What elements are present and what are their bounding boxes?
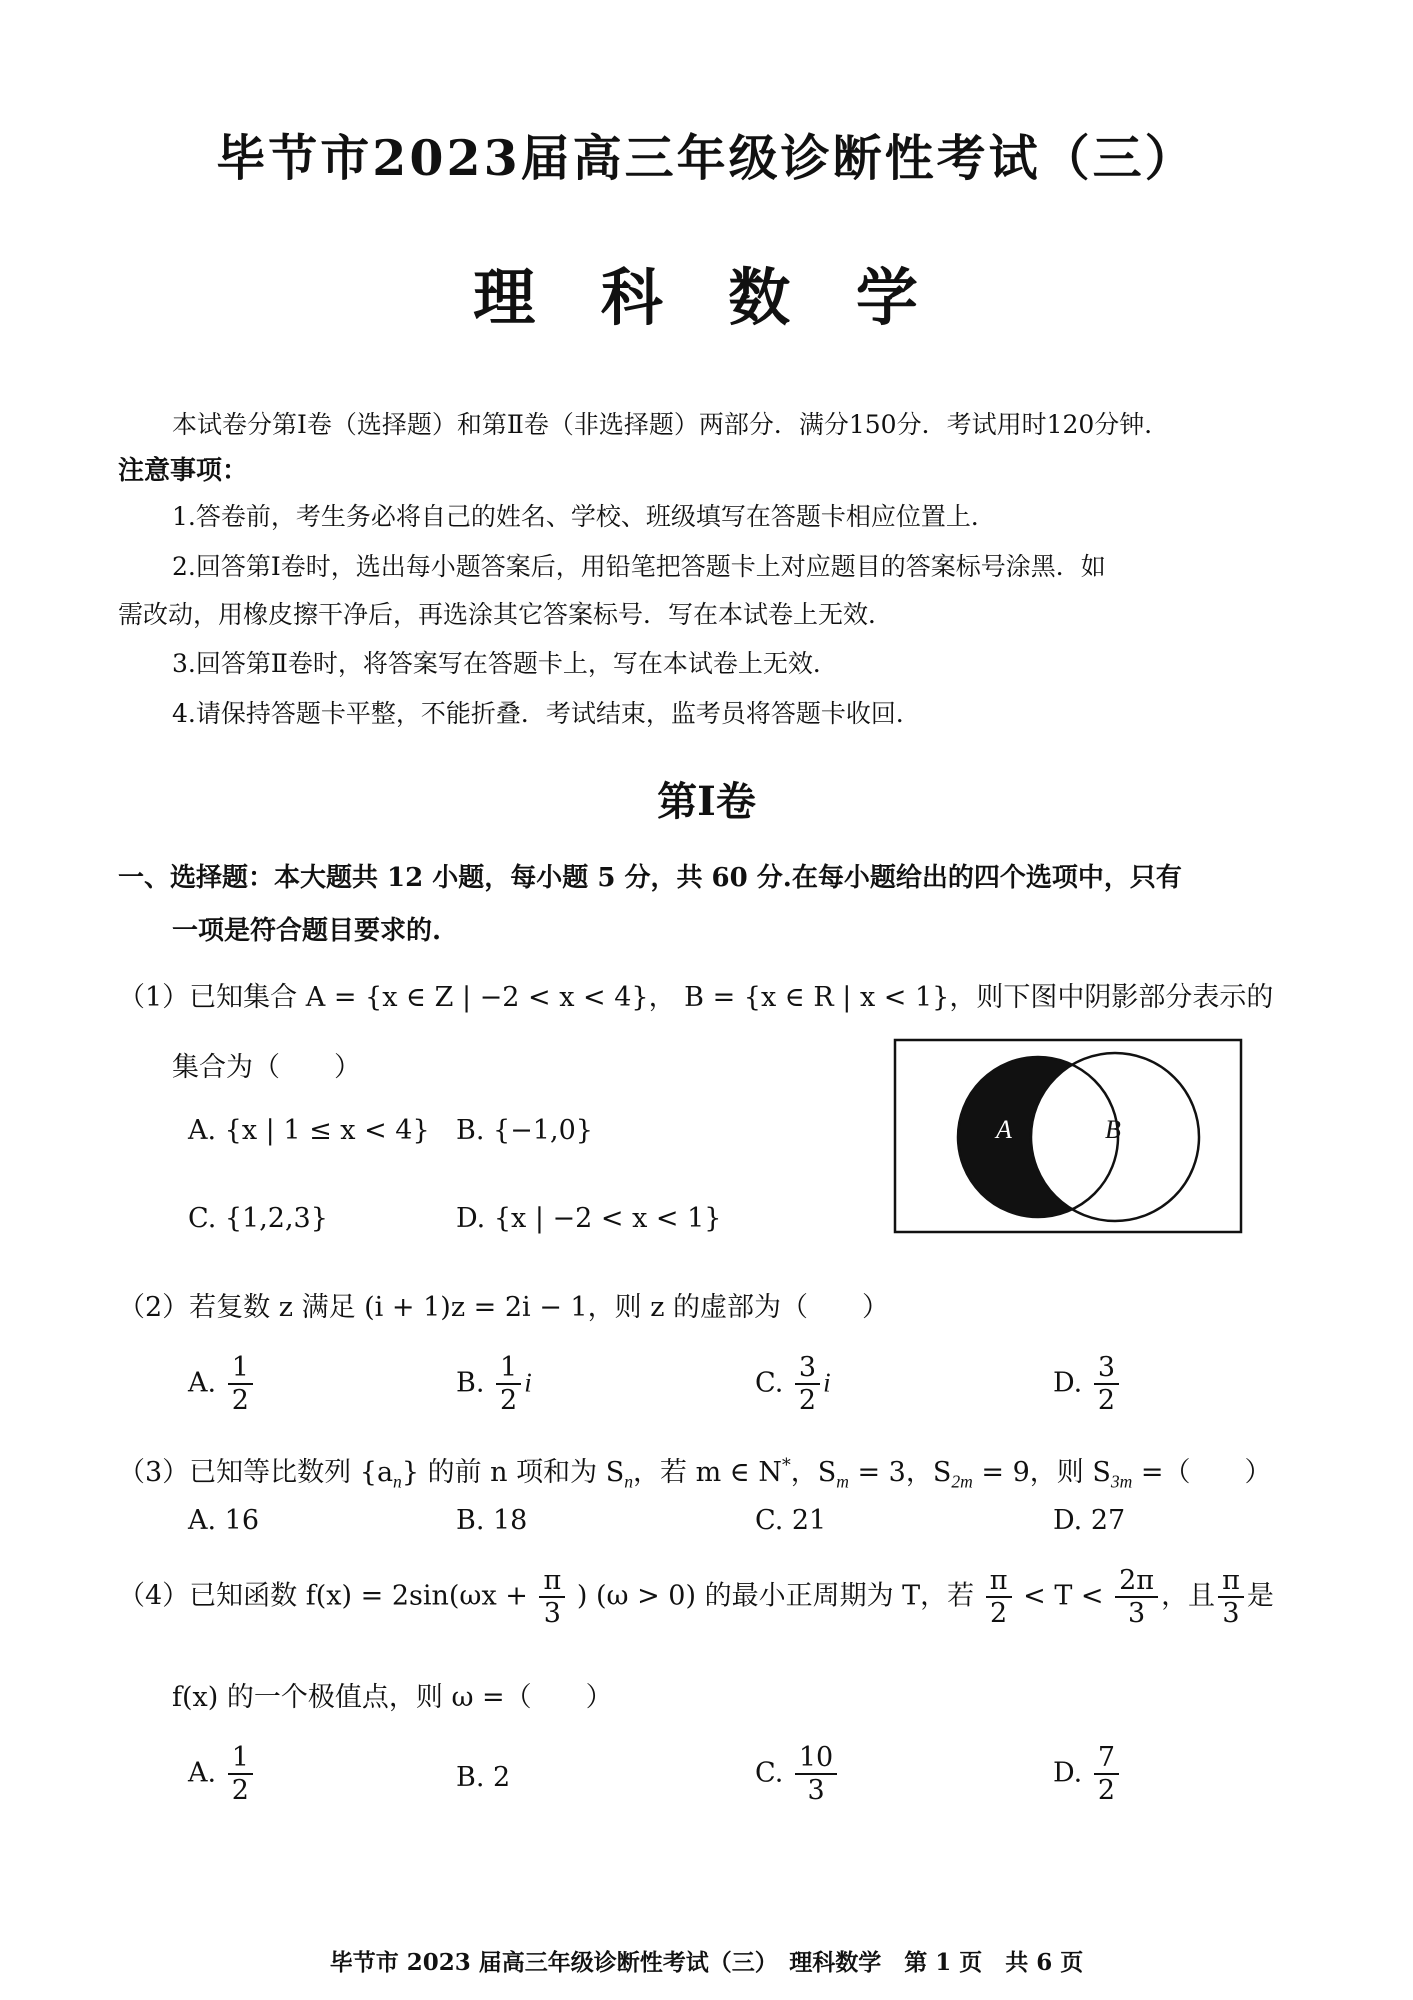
denominator: 3 xyxy=(1222,1598,1240,1630)
option-letter: D. xyxy=(1053,1367,1083,1399)
volume-title: 第Ⅰ卷 xyxy=(657,778,756,825)
q4-text: ，且 xyxy=(1161,1580,1216,1612)
q3-text: ，若 m ∈ N xyxy=(632,1457,782,1488)
question-2-stem: （2）若复数 z 满足 (i + 1)z = 2i − 1，则 z 的虚部为（ ） xyxy=(118,1292,890,1323)
subject-title: 理 科 数 学 xyxy=(473,261,940,334)
numerator: 10 xyxy=(795,1742,837,1775)
numerator: 3 xyxy=(1094,1352,1119,1385)
q4-text: （4）已知函数 f(x) = 2sin(ωx + xyxy=(118,1580,528,1612)
numerator: 1 xyxy=(228,1352,253,1385)
exam-title: 毕节市2023届高三年级诊断性考试（三） xyxy=(216,129,1197,187)
q3-text: = 3，S xyxy=(848,1457,952,1488)
q3-option-b: B. 18 xyxy=(456,1505,528,1536)
denominator: 3 xyxy=(543,1598,561,1630)
option-letter: B. xyxy=(456,1762,485,1793)
denominator: 2 xyxy=(231,1385,249,1417)
q2-option-a xyxy=(188,1352,256,1416)
page-footer: 毕节市 2023 届高三年级诊断性考试（三） 理科数学 第 1 页 共 6 页 xyxy=(329,1949,1084,1976)
q4-option-b xyxy=(456,1762,510,1793)
fraction xyxy=(986,1565,1012,1629)
q4-text: 是 xyxy=(1246,1580,1274,1612)
option-letter: A. xyxy=(188,1757,217,1789)
q1-option-b: B. {−1,0} xyxy=(456,1115,593,1146)
denominator: 2 xyxy=(1097,1385,1116,1417)
fraction xyxy=(1094,1742,1119,1806)
fraction xyxy=(496,1352,521,1416)
q1-option-a: A. {x | 1 ≤ x < 4} xyxy=(188,1115,430,1146)
q3-sub: 3m xyxy=(1110,1471,1133,1492)
fraction xyxy=(1094,1352,1119,1416)
denominator: 2 xyxy=(1097,1775,1116,1807)
venn-label-b: B xyxy=(1105,1115,1121,1144)
q3-option-a: A. 16 xyxy=(188,1505,260,1536)
section-heading: 一、选择题：本大题共 12 小题，每小题 5 分，共 60 分.在每小题给出的四个选项中，只有 xyxy=(118,863,1182,893)
q3-sub: 2m xyxy=(951,1471,973,1492)
q1-option-c: C. {1,2,3} xyxy=(188,1203,328,1234)
fraction xyxy=(1218,1565,1244,1629)
numerator: 1 xyxy=(228,1742,253,1775)
q2-option-c xyxy=(755,1352,831,1416)
q3-text: = 9，则 S xyxy=(972,1457,1111,1488)
question-1-stem: （1）已知集合 A = {x ∈ Z | −2 < x < 4}， B = {x ∈ R | x < 1}，则下图中阴影部分表示的 xyxy=(118,982,1274,1013)
question-1-stem-cont: 集合为（ ） xyxy=(172,1052,361,1083)
notice-heading: 注意事项： xyxy=(118,456,249,486)
fraction xyxy=(795,1352,820,1416)
denominator: 2 xyxy=(231,1775,249,1807)
fraction xyxy=(795,1742,837,1806)
fraction xyxy=(1115,1565,1158,1629)
option-letter: B. xyxy=(456,1367,485,1399)
option-letter: C. xyxy=(755,1757,784,1789)
q4-option-c xyxy=(755,1742,840,1806)
q3-option-c: C. 21 xyxy=(755,1505,827,1536)
q4-option-d xyxy=(1053,1742,1122,1806)
notice-item: 4.请保持答题卡平整，不能折叠．考试结束，监考员将答题卡收回． xyxy=(172,699,921,728)
option-letter: A. xyxy=(188,1367,217,1399)
notice-item: 3.回答第Ⅱ卷时，将答案写在答题卡上，写在本试卷上无效． xyxy=(172,649,838,678)
q3-text: } 的前 n 项和为 S xyxy=(401,1457,625,1488)
question-3-stem xyxy=(118,1450,1272,1492)
numerator: 7 xyxy=(1094,1742,1119,1775)
q1-option-d: D. {x | −2 < x < 1} xyxy=(456,1203,722,1234)
fraction xyxy=(539,1565,565,1629)
numerator: π xyxy=(1218,1565,1244,1598)
question-4-stem-cont: f(x) 的一个极值点，则 ω =（ ） xyxy=(172,1682,613,1713)
venn-diagram xyxy=(893,1038,1245,1236)
numerator: π xyxy=(986,1565,1012,1598)
venn-label-a: A xyxy=(996,1115,1012,1144)
numerator: π xyxy=(539,1565,565,1598)
q3-text: =（ ） xyxy=(1132,1457,1272,1488)
fraction xyxy=(228,1352,253,1416)
q3-text: （3）已知等比数列 {a xyxy=(118,1457,394,1488)
q3-sub: n xyxy=(393,1471,402,1492)
denominator: 2 xyxy=(798,1385,817,1417)
option-letter: D. xyxy=(1053,1757,1083,1789)
section-heading-cont: 一项是符合题目要求的. xyxy=(172,916,442,946)
intro-text: 本试卷分第Ⅰ卷（选择题）和第Ⅱ卷（非选择题）两部分．满分150分．考试用时120分钟． xyxy=(172,410,1170,439)
numerator: 2π xyxy=(1115,1565,1158,1598)
option-letter: C. xyxy=(755,1367,784,1399)
notice-item: 2.回答第Ⅰ卷时，选出每小题答案后，用铅笔把答题卡上对应题目的答案标号涂黑．如 xyxy=(172,552,1106,581)
notice-item: 1.答卷前，考生务必将自己的姓名、学校、班级填写在答题卡相应位置上． xyxy=(172,502,996,531)
denominator: 3 xyxy=(807,1775,825,1807)
imaginary-unit: i xyxy=(823,1367,831,1398)
q3-sup: * xyxy=(781,1456,791,1476)
q2-option-d xyxy=(1053,1352,1122,1416)
q3-option-d: D. 27 xyxy=(1053,1505,1126,1536)
numerator: 1 xyxy=(496,1352,521,1385)
q4-option-a xyxy=(188,1742,256,1806)
q3-text: ，S xyxy=(790,1457,837,1488)
q3-sub: n xyxy=(624,1471,633,1492)
question-4-stem xyxy=(118,1565,1274,1629)
notice-item: 需改动，用橡皮擦干净后，再选涂其它答案标号．写在本试卷上无效． xyxy=(118,600,894,629)
q2-option-b xyxy=(456,1352,532,1416)
q4-text: ) (ω > 0) 的最小正周期为 T，若 xyxy=(576,1580,975,1612)
q3-sub: m xyxy=(836,1471,849,1492)
denominator: 2 xyxy=(500,1385,518,1417)
imaginary-unit: i xyxy=(524,1367,532,1398)
denominator: 3 xyxy=(1128,1598,1146,1630)
q4-text: < T < xyxy=(1023,1580,1104,1612)
option-value: 2 xyxy=(493,1762,511,1793)
fraction xyxy=(228,1742,253,1806)
numerator: 3 xyxy=(795,1352,820,1385)
denominator: 2 xyxy=(990,1598,1008,1630)
